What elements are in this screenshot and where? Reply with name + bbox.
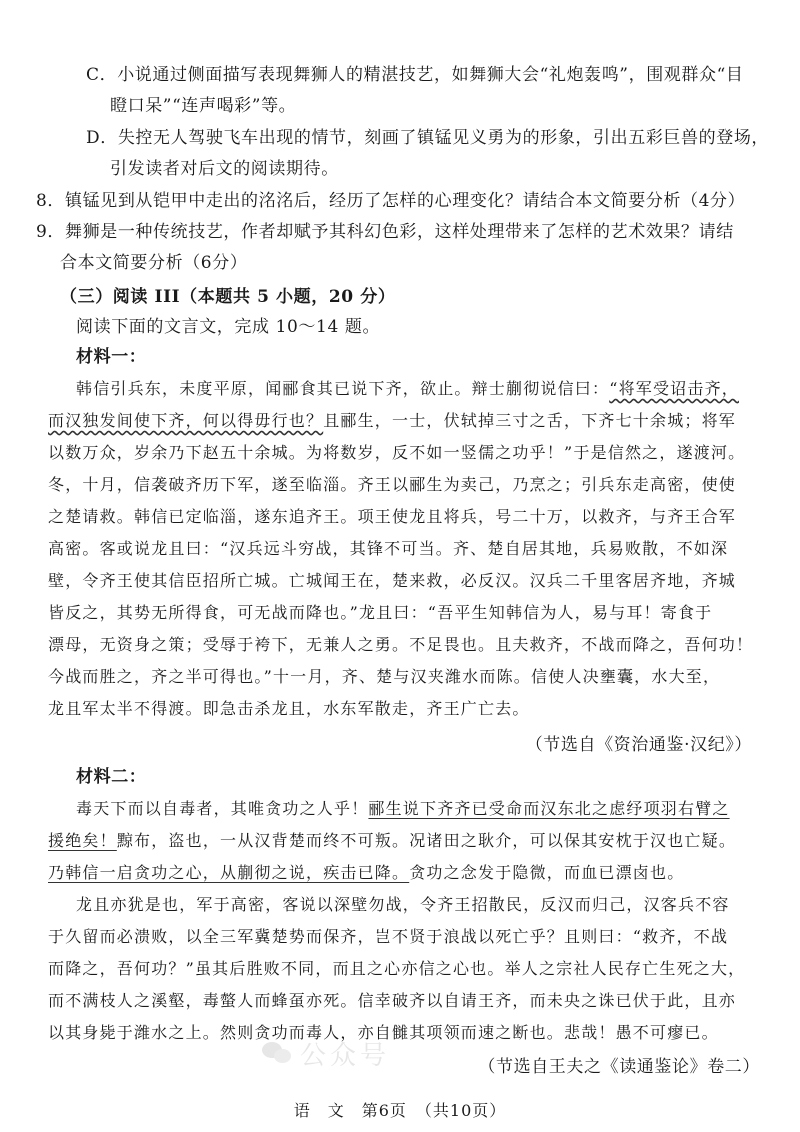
material-1-line1: [76, 378, 739, 400]
material-2-line3-text: 贪功之念发于隐微，而血已漂卤也。: [409, 863, 685, 882]
question-9-line2: 合本文简要分析（6分）: [60, 253, 248, 273]
material-2-line2-underlined: 援绝矣！: [48, 831, 117, 850]
question-8: 8．镇锰见到从铠甲中走出的洺洺后，经历了怎样的心理变化？请结合本文简要分析（4分）: [36, 191, 746, 211]
material-2-line4: 龙且亦犹是也，军于高密，客说以深壁勿战，令齐王招散民，反汉而归己，汉客兵不容: [76, 895, 730, 914]
section-heading: （三）阅读 III（本题共 5 小题，20 分）: [60, 287, 396, 307]
material-2-line8: 以其身毙于潍水之上。然则贪功而毒人，亦自雠其项领而速之断也。悲哉！愚不可瘳已。: [48, 1023, 719, 1042]
option-c-line2: 瞪口呆”“连声喝彩”等。: [110, 96, 297, 116]
material-1-line8: 皆反之，其势无所得食，可无战而降也。”龙且曰：“吾平生知韩信为人，易与耳！寄食于: [48, 603, 713, 622]
material-2-line1: [76, 798, 730, 820]
material-1-line3: 以数万众，岁余乃下赵五十余城。为将数岁，反不如一竖儒之功乎！”于是信然之，遂渡河。: [48, 443, 746, 462]
page-footer: 语 文 第6页 （共10页）: [293, 1101, 507, 1120]
material-1-line1-text: 韩信引兵东，未度平原，闻郦食其已说下齐，欲止。辩士蒯彻说信曰：: [76, 379, 610, 398]
watermark: [262, 1036, 462, 1070]
material-2-line2-text: 黥布，盗也，一从汉背楚而终不可叛。况诸田之耿介，可以保其安枕于汉也亡疑。: [116, 831, 737, 850]
material-2-line5: 于久留而必溃败，以全三军冀楚势而保齐，岂不贤于浪战以死亡乎？且则曰：“救齐，不战: [48, 927, 729, 946]
material-1-line7: 壁，令齐王使其信臣招所亡城。亡城闻王在，楚来救，必反汉。汉兵二千里客居齐地，齐城: [48, 571, 737, 590]
material-1-source: （节选自《资治通鉴·汉纪》）: [525, 735, 752, 755]
material-1-line9: 漂母，无资身之策；受辱于袴下，无兼人之勇。不足畏也。且夫救齐，不战而降之，吾何功！: [48, 635, 754, 654]
material-2-line2: [48, 830, 736, 852]
material-1-line6: 高密。客或说龙且曰：“汉兵远斗穷战，其锋不可当。齐、楚自居其地，兵易败散，不如深: [48, 539, 729, 558]
option-d-line2: 引发读者对后文的阅读期待。: [110, 159, 339, 179]
material-2-line1-text: 毒天下而以自毒者，其唯贪功之人乎！: [76, 799, 369, 818]
wechat-icon: [262, 1040, 292, 1066]
material-2-line3: [48, 862, 684, 884]
material-1-line4: 冬，十月，信袭破齐历下军，遂至临淄。齐王以郦生为卖己，乃烹之；引兵东走高密，使使: [48, 475, 737, 494]
material-2-line6: 而降之，吾何功？”虽其后胜败不同，而且之心亦信之心也。举人之宗社人民存亡生死之大，: [48, 959, 746, 978]
material-1-line1-underlined: “将军受诏击齐，: [609, 379, 739, 398]
material-1-line2: [48, 410, 736, 432]
material-1-label: 材料一：: [76, 347, 147, 367]
material-2-label: 材料二：: [76, 767, 147, 787]
material-2-line1-underlined: 郦生说下齐齐已受命而汉东北之虑纾项羽右臂之: [368, 799, 730, 818]
material-1-line2-underlined: 而汉独发间使下齐，何以得毋行也？: [48, 411, 324, 430]
watermark-text: 公众号: [300, 1040, 391, 1071]
question-9-line1: 9．舞狮是一种传统技艺，作者却赋予其科幻色彩，这样处理带来了怎样的艺术效果？请结: [36, 222, 734, 242]
material-2-line7: 而不满枝人之溪壑，毒螫人而蜂虿亦死。信幸破齐以自请王齐，而未央之诛已伏于此，且亦: [48, 991, 737, 1010]
material-1-line11: 龙且军太半不得渡。即急击杀龙且，水东军散走，齐王广亡去。: [48, 699, 530, 718]
material-1-line5: 之楚请救。韩信已定临淄，遂东追齐王。项王使龙且将兵，号二十万，以救齐，与齐王合军: [48, 507, 737, 526]
section-instruction: 阅读下面的文言文，完成 10～14 题。: [76, 317, 381, 337]
material-2-line3-underlined: 乃韩信一启贪功之心，从蒯彻之说，疾击已降。: [48, 863, 410, 882]
material-2-source: （节选自王夫之《读通鉴论》卷二）: [478, 1057, 760, 1077]
material-1-line2-text: 且郦生，一士，伏轼掉三寸之舌，下齐七十余城；将军: [323, 411, 737, 430]
option-c-line1: C．小说通过侧面描写表现舞狮人的精湛技艺，如舞狮大会“礼炮轰鸣”，围观群众“目: [86, 65, 744, 85]
material-1-line10: 今战而胜之，齐之半可得也。”十一月，齐、楚与汉夹潍水而陈。信使人决壅囊，水大至，: [48, 667, 721, 686]
option-d-line1: D．失控无人驾驶飞车出现的情节，刻画了镇锰见义勇为的形象，引出五彩巨兽的登场，: [86, 128, 770, 148]
